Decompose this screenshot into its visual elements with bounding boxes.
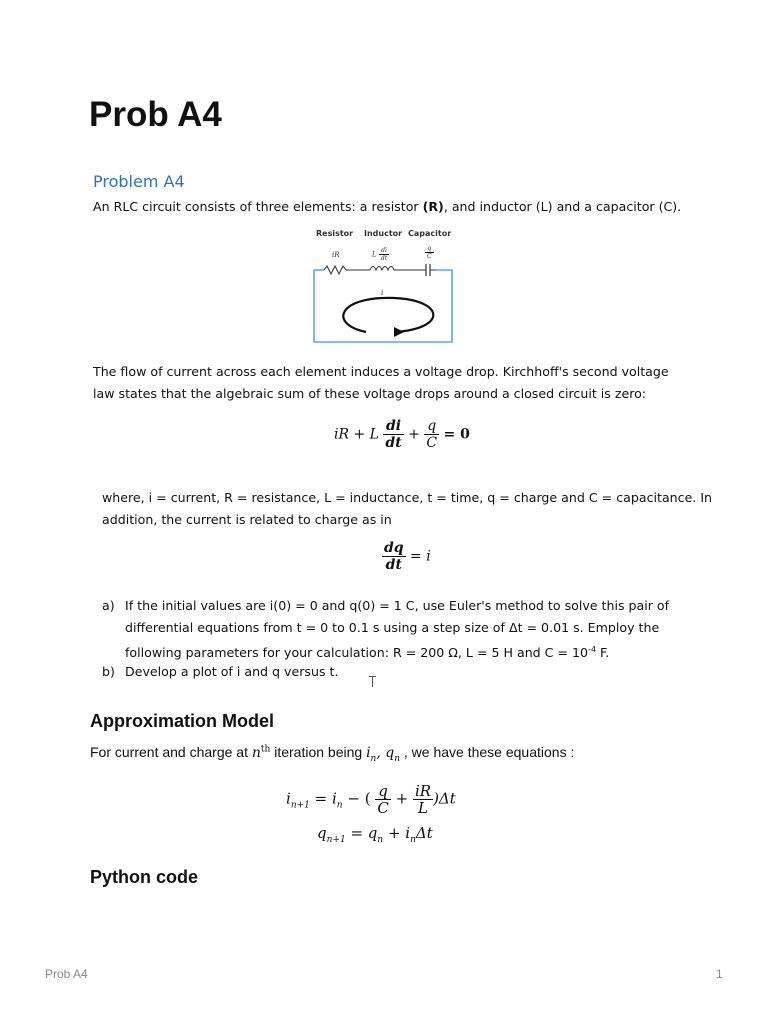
eq2-rhs: = i xyxy=(410,548,431,565)
approx-q: , q xyxy=(376,745,395,761)
kirchhoff-equation xyxy=(334,418,470,451)
eqA-num1: q xyxy=(375,783,390,800)
eq2-num: dq xyxy=(384,540,404,556)
eqB-plus: + i xyxy=(383,824,411,842)
eqA-frac-q-c xyxy=(375,783,390,816)
sub-resistor: iR xyxy=(332,251,340,259)
item-a-exponent: -4 xyxy=(588,645,597,654)
approx-text-2: iteration being xyxy=(270,744,367,760)
eq2-frac xyxy=(382,540,406,573)
footer-title: Prob A4 xyxy=(45,967,88,981)
text-cursor-icon-top xyxy=(369,676,376,677)
item-b-text: Develop a plot of i and q versus t. xyxy=(125,664,339,679)
flow-line-1: The flow of current across each element induces a voltage drop. Kirchhoff's second voltage xyxy=(93,364,669,379)
current-arrow-head xyxy=(394,327,404,337)
approx-i: i xyxy=(366,745,371,761)
eq1-frac-q-c xyxy=(424,418,439,451)
circuit-svg xyxy=(308,226,458,346)
eqA-lhs-sub: n+1 xyxy=(290,800,310,811)
approx-heading: Approximation Model xyxy=(90,711,274,731)
approx-paragraph xyxy=(90,744,574,764)
current-loop-arrow xyxy=(343,298,433,332)
sub-inductor-l: L xyxy=(372,250,377,259)
eqA-plus: + xyxy=(395,789,409,808)
euler-charge-equation xyxy=(317,824,433,845)
eqB-lhs-sub: n+1 xyxy=(326,835,346,845)
eqA-tail: )Δt xyxy=(433,789,456,808)
eq2-den: dt xyxy=(385,557,402,573)
eqA-minus: − ( xyxy=(342,789,371,808)
sub-inductor-den: dt xyxy=(380,255,388,262)
item-b-label: b) xyxy=(102,664,115,679)
eqA-lhs: i xyxy=(286,789,291,808)
eq1-frac-di-dt xyxy=(383,418,403,451)
python-heading: Python code xyxy=(90,867,199,887)
eqA-den1: C xyxy=(377,799,389,817)
eqA-frac-ir-l xyxy=(413,783,433,816)
approx-text-3: , we have these equations : xyxy=(400,744,575,760)
eqB-mid-sub: n xyxy=(377,835,384,845)
inductor-symbol xyxy=(370,267,426,271)
eqB-plus-sub: n xyxy=(410,835,416,845)
sub-capacitor-num: q xyxy=(425,245,434,253)
approx-text-1: For current and charge at xyxy=(90,744,252,760)
approx-n: n xyxy=(251,745,261,761)
intro-text-2: , and inductor (L) and a capacitor (C). xyxy=(443,199,682,214)
item-a-label: a) xyxy=(102,598,115,613)
item-a-line-2: differential equations from t = 0 to 0.1 s using a step size of Δt = 0.01 s. Employ the xyxy=(125,620,660,635)
page-title: Prob A4 xyxy=(89,95,222,134)
eqB-mid: = q xyxy=(345,824,378,842)
problem-intro xyxy=(93,196,681,218)
current-label: i xyxy=(381,289,384,297)
eqA-den2: L xyxy=(418,799,428,817)
eqA-mid: = i xyxy=(309,789,337,808)
eqB-tail: Δt xyxy=(415,824,433,842)
item-a-line-3-end: F. xyxy=(596,645,610,661)
where-line-1: where, i = current, R = resistance, L = inductance, t = time, q = charge and C = capacitance. In xyxy=(102,490,713,505)
rlc-circuit-diagram xyxy=(308,226,458,346)
eq1-den2: C xyxy=(426,435,438,451)
label-inductor: Inductor xyxy=(364,229,403,238)
approx-q-sub: n xyxy=(394,753,401,764)
charge-equation xyxy=(382,540,431,573)
eqA-num2: iR xyxy=(414,782,432,800)
resistor-symbol xyxy=(324,266,370,274)
item-a-line-3-text: following parameters for your calculation: R = 200 Ω, L = 5 H and C = 10 xyxy=(125,645,589,661)
eqB-lhs: q xyxy=(317,824,327,842)
intro-r: (R) xyxy=(422,199,444,214)
eq1-den1: dt xyxy=(385,435,402,451)
label-capacitor: Capacitor xyxy=(408,229,452,238)
flow-line-2: law states that the algebraic sum of these voltage drops around a closed circuit is zero: xyxy=(93,386,647,401)
eq1-lhs: iR + L xyxy=(334,426,379,443)
label-resistor: Resistor xyxy=(316,229,354,238)
sub-inductor-num: di xyxy=(379,247,389,255)
text-cursor-icon xyxy=(372,676,373,687)
eq1-rhs: = 0 xyxy=(443,426,470,443)
eq1-plus: + xyxy=(408,426,420,443)
circuit-wire xyxy=(314,270,452,342)
sub-capacitor-den: C xyxy=(427,253,432,260)
problem-heading: Problem A4 xyxy=(93,172,185,191)
where-line-2: addition, the current is related to charge as in xyxy=(102,512,392,527)
intro-text-1: An RLC circuit consists of three elements: a resistor xyxy=(93,199,423,214)
eq1-num1: di xyxy=(383,418,403,435)
item-a-line-1: If the initial values are i(0) = 0 and q(0) = 1 C, use Euler's method to solve this pair of xyxy=(125,598,670,613)
eq1-num2: q xyxy=(424,418,439,435)
euler-current-equation xyxy=(286,783,456,816)
eqA-mid-sub: n xyxy=(336,800,343,811)
approx-i-sub: n xyxy=(370,753,377,764)
footer-page-number: 1 xyxy=(716,967,723,981)
approx-th: th xyxy=(260,744,271,755)
